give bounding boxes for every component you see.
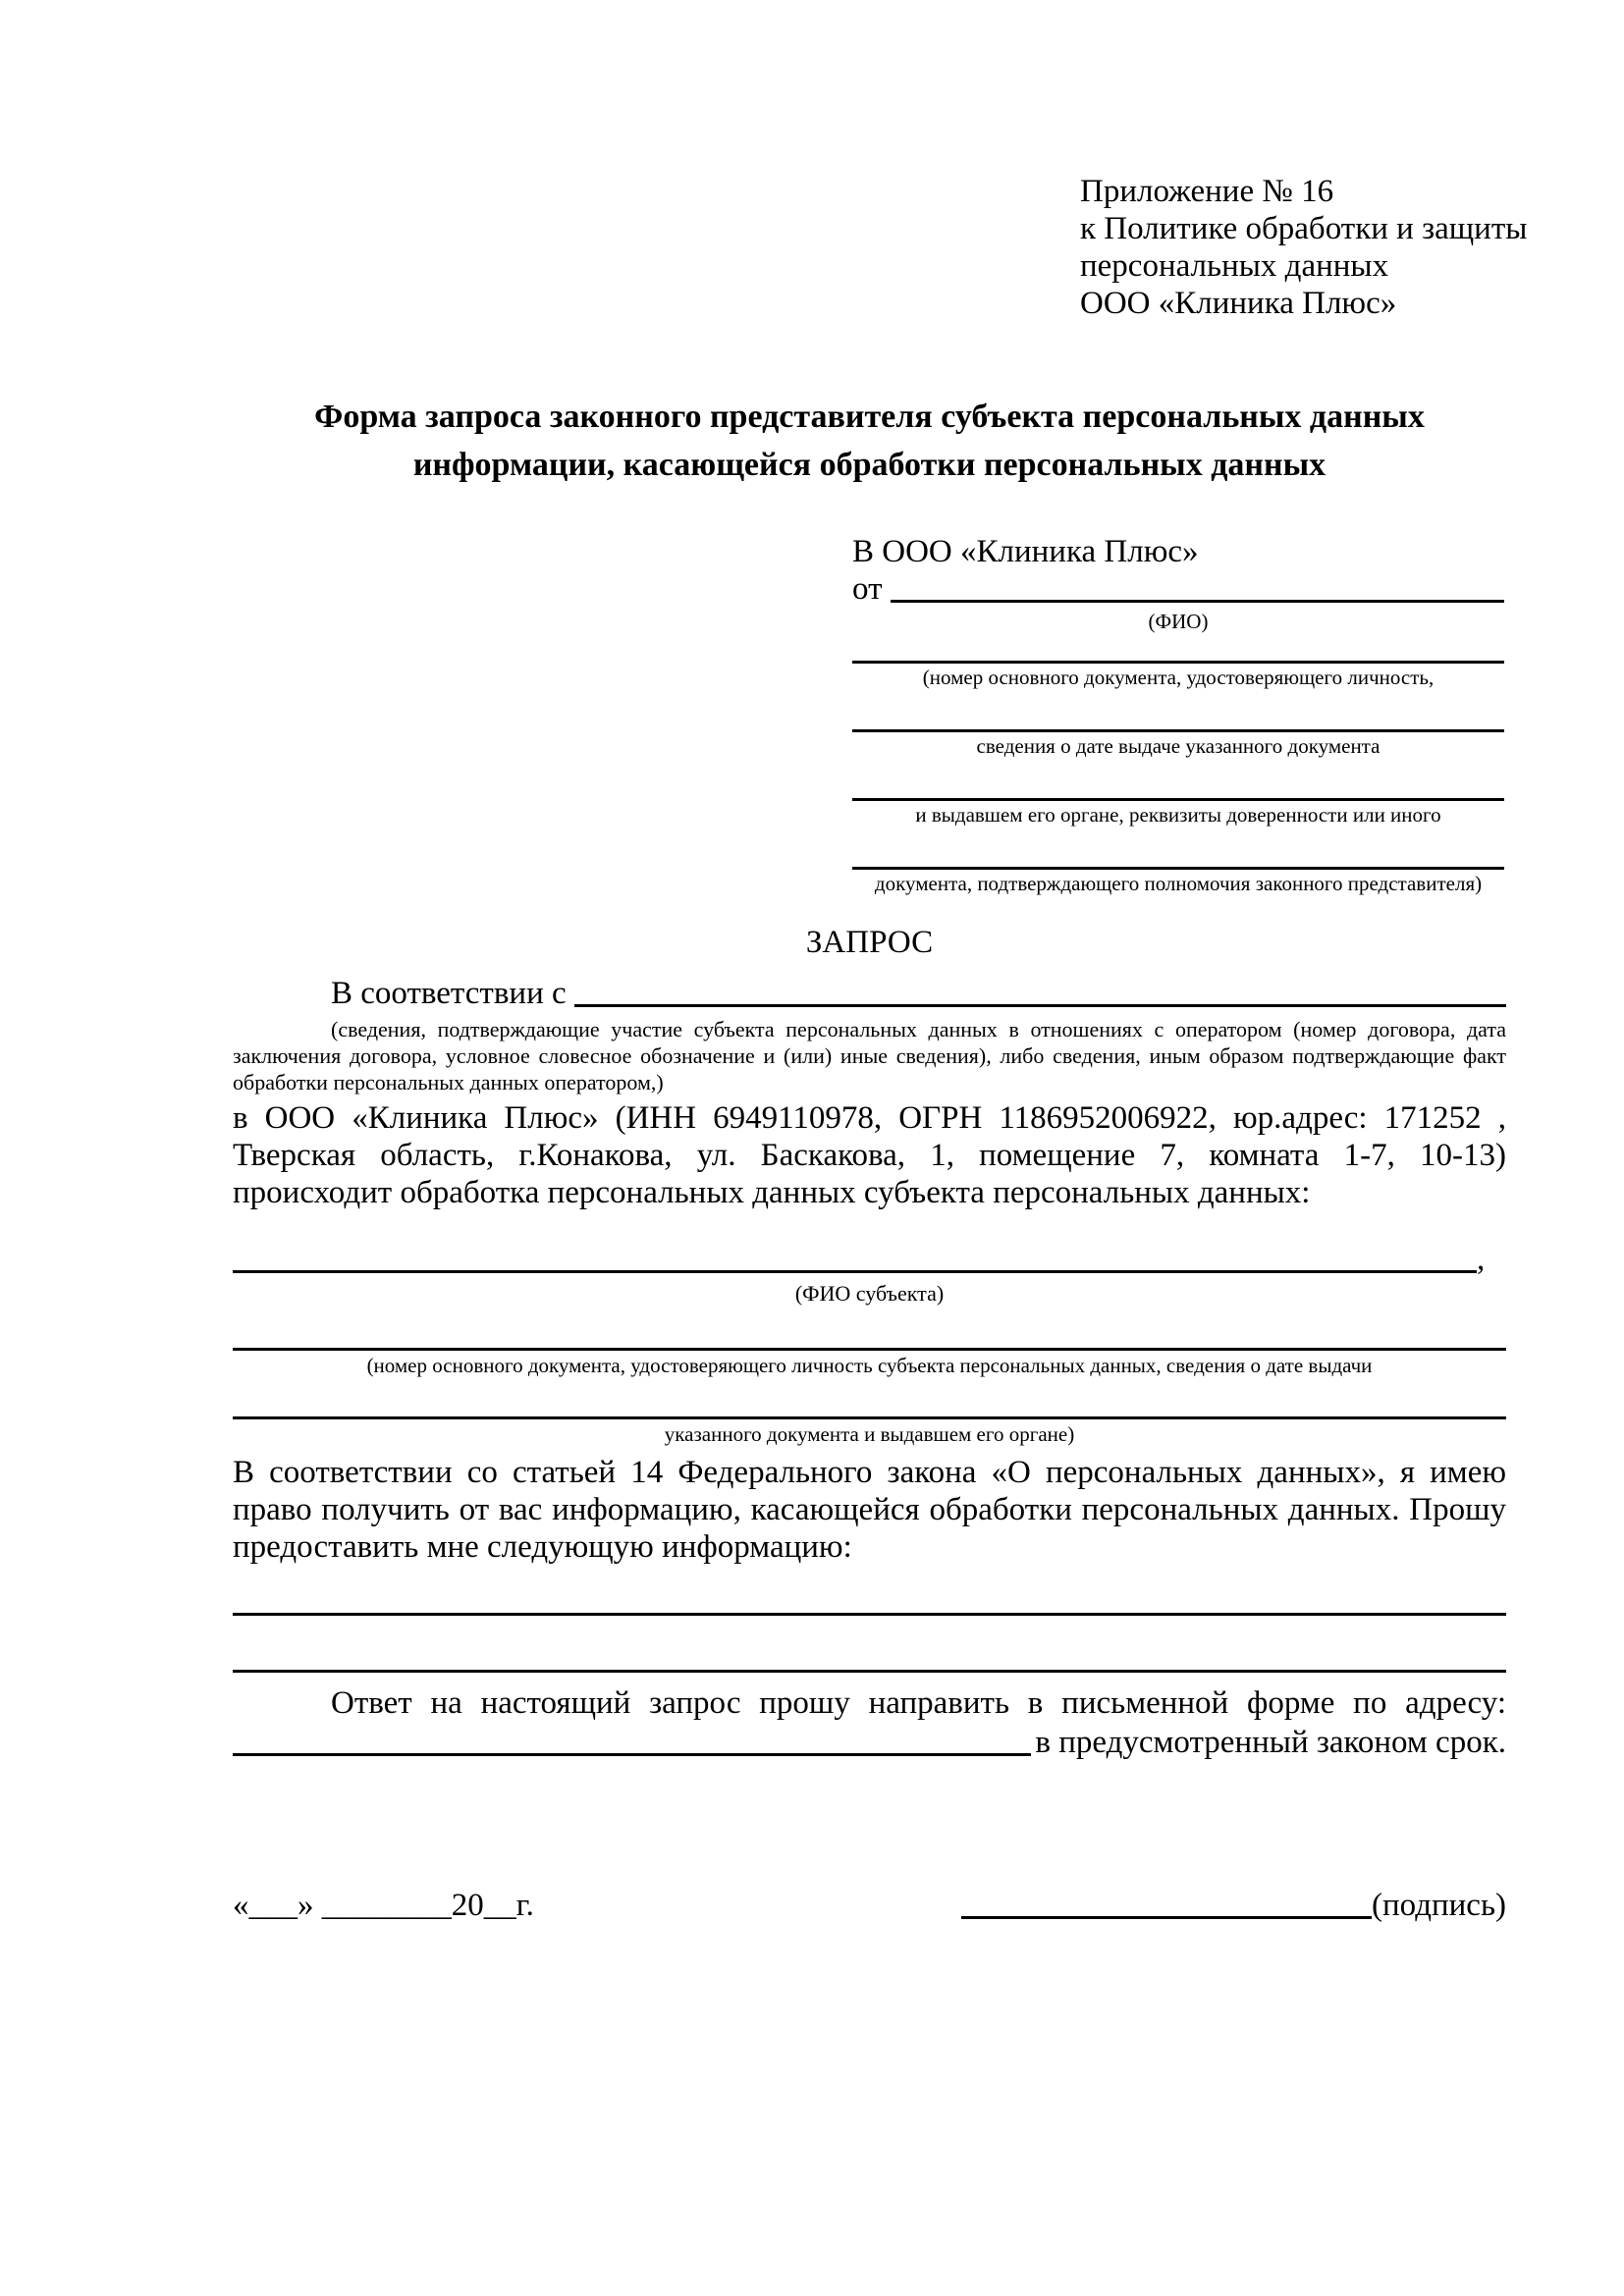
request-heading: ЗАПРОС xyxy=(805,925,934,960)
info-blank-line-2[interactable] xyxy=(233,1616,1506,1673)
request-body xyxy=(233,924,1506,1924)
appendix-line-4: ООО «Клиника Плюс» xyxy=(1080,286,1397,321)
law-paragraph: В соответствии со статьей 14 Федерального закона «О персональных данных», я имею право получить от вас информацию, касающейся обработки персональных данных. Прошу предоставить мне следующую информацию: xyxy=(233,1455,1506,1565)
addressee-to: В ООО «Клиника Плюс» xyxy=(852,534,1199,569)
representative-doc-caption-3: и выдавшем его органе, реквизиты доверенности или иного xyxy=(915,803,1441,827)
appendix-line-3: персональных данных xyxy=(1080,248,1389,284)
from-fio-caption: (ФИО) xyxy=(1148,610,1209,633)
footer-row xyxy=(233,1887,1506,1924)
representative-doc-line-3[interactable] xyxy=(852,759,1504,801)
subject-doc-caption-1: (номер основного документа, удостоверяющего личность субъекта персональных данных, сведения о дате выдачи xyxy=(366,1354,1373,1377)
subject-doc-input-line-2[interactable] xyxy=(233,1379,1506,1419)
representative-doc-line-4[interactable] xyxy=(852,828,1504,870)
document-title-line-2: информации, касающейся обработки персональных данных xyxy=(412,447,1326,483)
date-field[interactable]: «___» ________20__г. xyxy=(233,1888,534,1923)
appendix-header xyxy=(1080,173,1528,322)
representative-doc-line-1[interactable] xyxy=(852,634,1504,664)
addressee-block xyxy=(852,533,1504,896)
document-title-line-1: Форма запроса законного представителя субъекта персональных данных xyxy=(314,399,1425,435)
subject-doc-input-line-1[interactable] xyxy=(233,1307,1506,1351)
intro-label: В соответствии с xyxy=(331,976,567,1011)
signature-input-line[interactable] xyxy=(961,1887,1372,1919)
operator-paragraph: в ООО «Клиника Плюс» (ИНН 6949110978, ОГРН 1186952006922, юр.адрес: 171252 , Тверская область, г.Конакова, ул. Баскакова, 1, помещение 7, комната 1-7, 10-13) происходит обработка персональных данных субъекта персональных данных: xyxy=(233,1100,1506,1210)
reply-paragraph: Ответ на настоящий запрос прошу направить в письменной форме по адресу: xyxy=(331,1685,1506,1721)
reply-tail: в предусмотренный законом срок. xyxy=(1035,1725,1506,1760)
representative-doc-line-2[interactable] xyxy=(852,690,1504,732)
appendix-line-2: к Политике обработки и защиты xyxy=(1080,211,1528,246)
intro-input-line[interactable] xyxy=(574,975,1506,1007)
subject-fio-caption: (ФИО субъекта) xyxy=(794,1281,945,1306)
representative-doc-caption-1: (номер основного документа, удостоверяющего личность, xyxy=(922,666,1435,689)
from-fio-input-line[interactable] xyxy=(891,570,1505,603)
representative-doc-caption-4: документа, подтверждающего полномочия законного представителя) xyxy=(874,872,1483,895)
signature-caption: (подпись) xyxy=(1372,1888,1506,1923)
appendix-line-1: Приложение № 16 xyxy=(1080,174,1334,209)
info-blank-line-1[interactable] xyxy=(233,1566,1506,1616)
representative-doc-caption-2: сведения о дате выдаче указанного документа xyxy=(976,734,1380,758)
subject-fio-input-line[interactable] xyxy=(233,1241,1477,1273)
from-label: от xyxy=(852,571,883,607)
subject-doc-caption-2: указанного документа и выдавшем его органе) xyxy=(664,1422,1075,1446)
document-title xyxy=(233,393,1506,489)
reply-address-input-line[interactable] xyxy=(233,1724,1031,1756)
intro-caption: (сведения, подтверждающие участие субъекта персональных данных в отношениях с оператором (номер договора, дата заключения договора, условное словесное обозначение и (или) иные сведения), либо сведения, иным образом подтверждающие факт обработки персональных данных оператором,) xyxy=(233,1017,1506,1095)
subject-fio-comma: , xyxy=(1477,1242,1486,1277)
